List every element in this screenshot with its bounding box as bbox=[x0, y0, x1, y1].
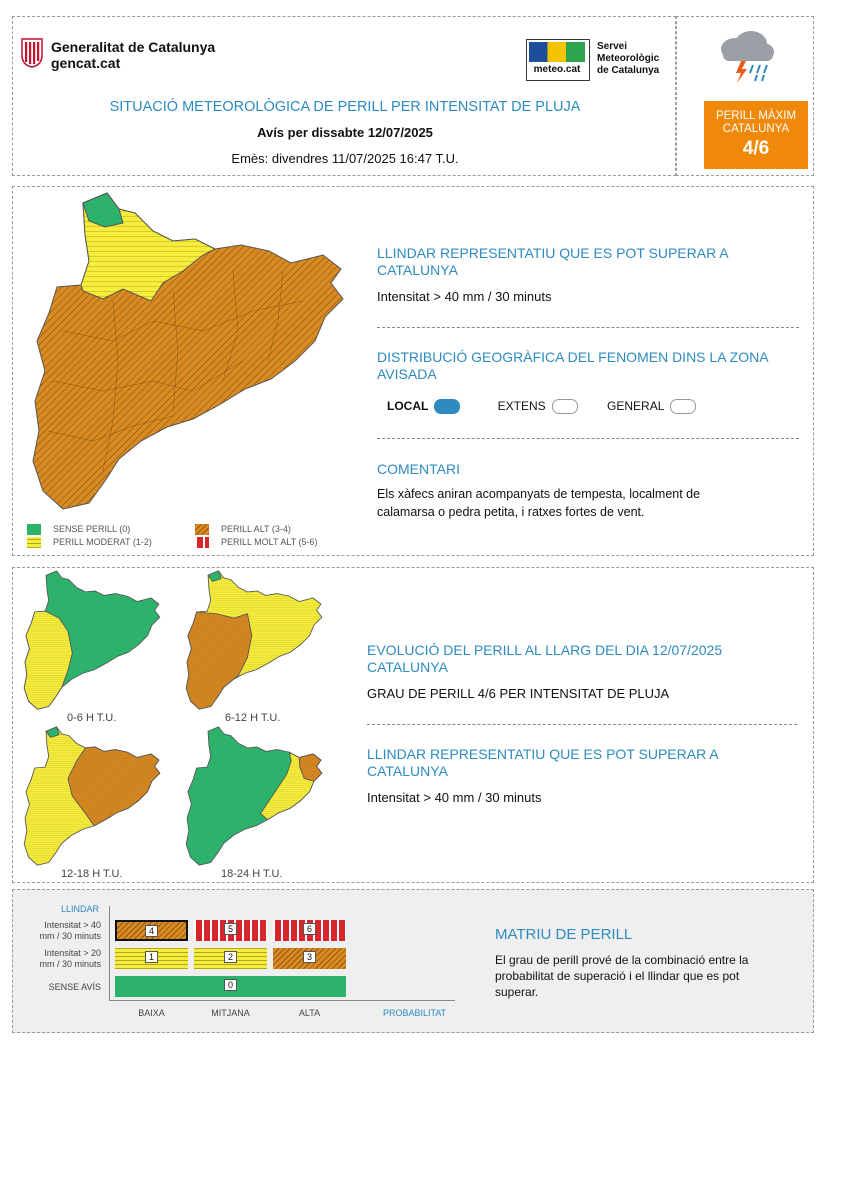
matrix-cell-6-value: 6 bbox=[303, 923, 316, 935]
matrix-cell-2 bbox=[194, 948, 267, 969]
divider bbox=[367, 724, 797, 725]
matrix-col-mid: MITJANA bbox=[211, 1008, 250, 1018]
matrix-cell-2-value: 2 bbox=[224, 951, 237, 963]
matrix-col-high: ALTA bbox=[298, 1008, 321, 1018]
matrix-row-high-label: Intensitat > 40 mm / 30 minuts bbox=[39, 920, 101, 941]
dist-option-general[interactable] bbox=[607, 399, 696, 413]
period-label-18-24: 18-24 H T.U. bbox=[221, 868, 283, 880]
matrix-col-low: BAIXA bbox=[138, 1008, 165, 1018]
gencat-logo-icon bbox=[19, 37, 45, 69]
dist-general-label: GENERAL bbox=[607, 399, 665, 413]
distribution-title: DISTRIBUCIÓ GEOGRÀFICA DEL FENOMEN DINS LA ZONA AVISADA bbox=[377, 349, 768, 382]
matrix-axis-line bbox=[109, 1000, 455, 1001]
dist-general-toggle[interactable] bbox=[670, 399, 696, 414]
comment-title: COMENTARI bbox=[377, 461, 460, 477]
matrix-axis-line bbox=[109, 906, 110, 1000]
evolution-threshold-title: LLINDAR REPRESENTATIU QUE ES POT SUPERAR A CATALUNYA bbox=[367, 746, 718, 779]
evolution-threshold-value: Intensitat > 40 mm / 30 minuts bbox=[367, 790, 542, 805]
rain-storm-icon bbox=[713, 27, 777, 85]
main-section bbox=[12, 186, 814, 556]
catalonia-main-map bbox=[23, 191, 353, 511]
matrix-row-none-label: SENSE AVÍS bbox=[48, 982, 101, 992]
max-danger-label-1: PERILL MÀXIM bbox=[715, 110, 797, 122]
legend-very-high-swatch bbox=[195, 537, 209, 548]
threshold-value: Intensitat > 40 mm / 30 minuts bbox=[377, 289, 552, 304]
distribution-options bbox=[387, 399, 807, 414]
meteocat-badge: meteo.cat bbox=[533, 64, 581, 75]
smc-name-3: de Catalunya bbox=[597, 65, 660, 76]
matrix-text: El grau de perill prové de la combinació entre la probabilitat de superació i el llindar que es pot superar. bbox=[495, 953, 749, 999]
page-title: SITUACIÓ METEOROLÒGICA DE PERILL PER INTENSITAT DE PLUJA bbox=[109, 99, 581, 115]
matrix-cell-0 bbox=[115, 976, 346, 997]
dist-extens-toggle[interactable] bbox=[552, 399, 578, 414]
gencat-name: Generalitat de Catalunya bbox=[51, 39, 216, 55]
map-period-12-18 bbox=[17, 726, 167, 866]
period-label-12-18: 12-18 H T.U. bbox=[61, 868, 123, 880]
max-danger-label-2: CATALUNYA bbox=[722, 123, 790, 135]
max-danger-value: 4/6 bbox=[742, 138, 770, 159]
max-danger-panel bbox=[676, 16, 814, 176]
matrix-axis-probability: PROBABILITAT bbox=[383, 1008, 447, 1018]
danger-grade-text: GRAU DE PERILL 4/6 PER INTENSITAT DE PLUJA bbox=[367, 686, 670, 701]
matrix-cell-3 bbox=[273, 948, 346, 969]
matrix-row-mid-label: Intensitat > 20 mm / 30 minuts bbox=[39, 948, 101, 969]
matrix-cell-0-value: 0 bbox=[224, 979, 237, 991]
map-period-6-12 bbox=[179, 570, 329, 710]
max-danger-badge bbox=[704, 101, 808, 169]
map-period-0-6 bbox=[17, 570, 167, 710]
meteocat-logo bbox=[526, 39, 590, 81]
dist-option-extens[interactable] bbox=[498, 399, 578, 413]
page-subtitle: Avís per dissabte 12/07/2025 bbox=[257, 125, 433, 140]
matrix-cell-1-value: 1 bbox=[145, 951, 158, 963]
matrix-axis-threshold: LLINDAR bbox=[61, 904, 100, 914]
matrix-cell-4 bbox=[115, 920, 188, 941]
smc-name-1: Servei bbox=[597, 41, 628, 52]
dist-local-label: LOCAL bbox=[387, 399, 429, 413]
smc-name-2: Meteorològic bbox=[597, 53, 660, 64]
issued-date: Emès: divendres 11/07/2025 16:47 T.U. bbox=[231, 151, 459, 166]
threshold-title: LLINDAR REPRESENTATIU QUE ES POT SUPERAR A CATALUNYA bbox=[377, 245, 728, 278]
legend-very-high-label: PERILL MOLT ALT (5-6) bbox=[221, 537, 318, 547]
map-period-18-24 bbox=[179, 726, 329, 866]
dist-local-toggle[interactable] bbox=[434, 399, 460, 414]
legend-none-label: SENSE PERILL (0) bbox=[53, 524, 131, 534]
legend-moderate-swatch bbox=[27, 537, 41, 548]
matrix-section bbox=[12, 889, 814, 1033]
meteocat-color-strip bbox=[529, 42, 585, 62]
divider bbox=[377, 438, 799, 439]
matrix-title: MATRIU DE PERILL bbox=[495, 926, 633, 943]
matrix-cell-3-value: 3 bbox=[303, 951, 316, 963]
dist-option-local[interactable] bbox=[387, 399, 460, 413]
legend-none-swatch bbox=[27, 524, 41, 535]
legend-moderate-label: PERILL MODERAT (1-2) bbox=[53, 537, 152, 547]
matrix-cell-1 bbox=[115, 948, 188, 969]
matrix-cell-6 bbox=[273, 920, 346, 941]
period-label-6-12: 6-12 H T.U. bbox=[225, 712, 281, 724]
dist-extens-label: EXTENS bbox=[497, 399, 546, 413]
period-label-0-6: 0-6 H T.U. bbox=[67, 712, 117, 724]
matrix-cell-5 bbox=[194, 920, 267, 941]
matrix-cell-5-value: 5 bbox=[224, 923, 237, 935]
matrix-cell-4-value: 4 bbox=[145, 925, 158, 937]
divider bbox=[377, 327, 799, 328]
evolution-section bbox=[12, 567, 814, 883]
evolution-title: EVOLUCIÓ DEL PERILL AL LLARG DEL DIA 12/07/2025 CATALUNYA bbox=[367, 642, 723, 675]
header-panel bbox=[12, 16, 676, 176]
gencat-url: gencat.cat bbox=[51, 55, 121, 71]
legend-high-swatch bbox=[195, 524, 209, 535]
legend-high-label: PERILL ALT (3-4) bbox=[221, 524, 291, 534]
comment-text: Els xàfecs aniran acompanyats de tempesta, localment de calamarsa o pedra petita, i ratxes fortes de vent. bbox=[377, 487, 701, 519]
